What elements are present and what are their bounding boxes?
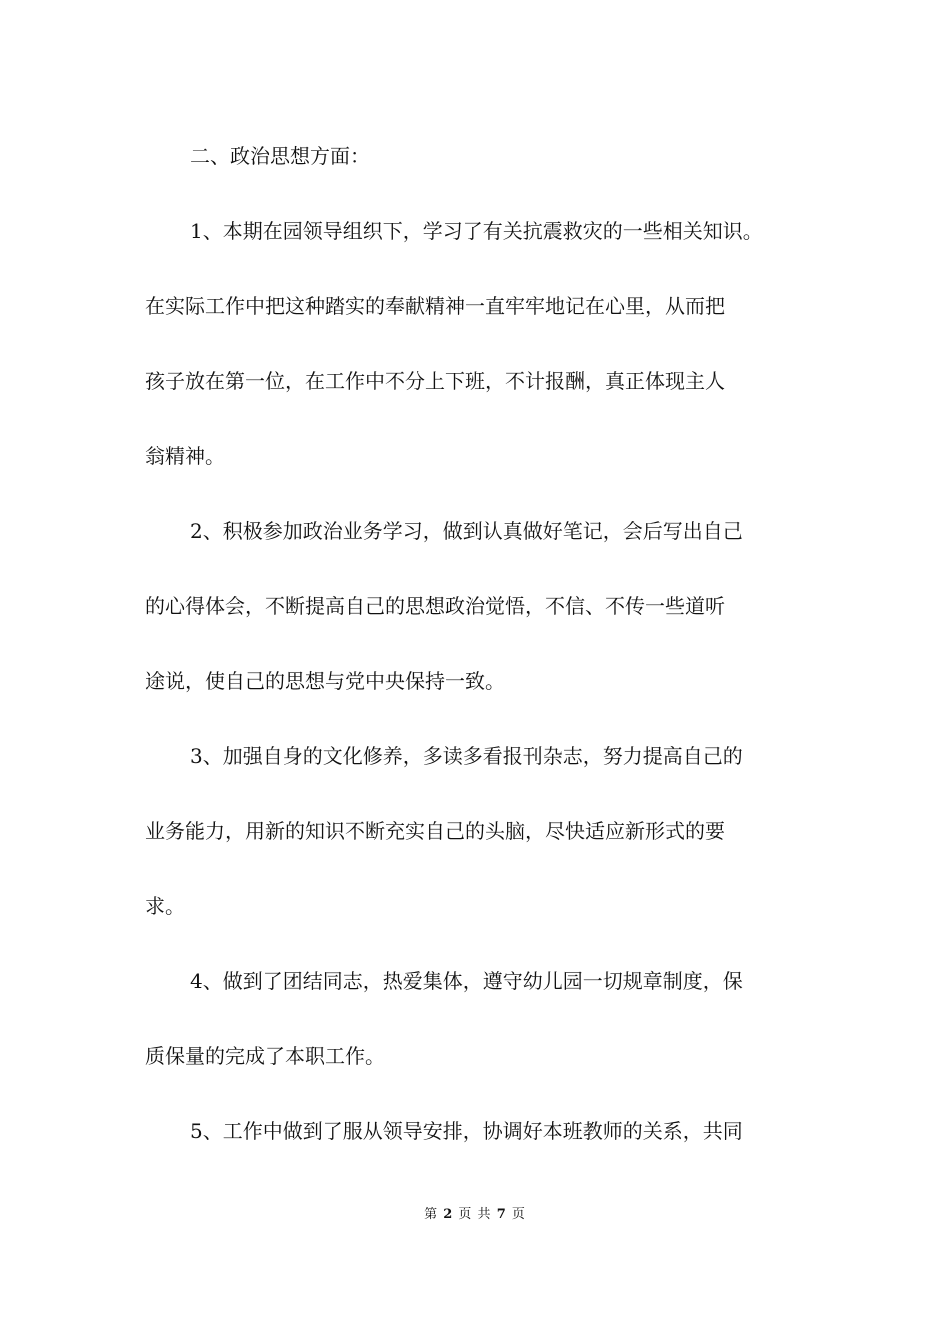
current-page-number: 2 [443, 1207, 454, 1222]
paragraph-line: 4、做到了团结同志，热爱集体，遵守幼儿园一切规章制度，保 [190, 969, 743, 993]
page-footer [0, 1206, 950, 1224]
paragraph-line: 在实际工作中把这种踏实的奉献精神一直牢牢地记在心里，从而把 [145, 294, 725, 318]
paragraph-line: 途说，使自己的思想与党中央保持一致。 [145, 669, 505, 693]
footer-prefix: 第 [424, 1207, 439, 1222]
paragraph-line: 3、加强自身的文化修养，多读多看报刊杂志，努力提高自己的 [190, 744, 743, 768]
paragraph-line: 翁精神。 [145, 444, 225, 468]
paragraph-line: 孩子放在第一位，在工作中不分上下班，不计报酬，真正体现主人 [145, 369, 725, 393]
paragraph-line: 求。 [145, 894, 185, 918]
paragraph-line: 质保量的完成了本职工作。 [145, 1044, 385, 1068]
footer-middle: 页 共 [458, 1207, 492, 1222]
paragraph-line: 的心得体会，不断提高自己的思想政治觉悟，不信、不传一些道听 [145, 594, 725, 618]
paragraph-line: 2、积极参加政治业务学习，做到认真做好笔记，会后写出自己 [190, 519, 743, 543]
footer-suffix: 页 [511, 1207, 526, 1222]
paragraph-line: 1、本期在园领导组织下，学习了有关抗震救灾的一些相关知识。 [190, 219, 763, 243]
total-pages-number: 7 [496, 1207, 507, 1222]
section-heading: 二、政治思想方面： [190, 144, 370, 168]
paragraph-line: 5、工作中做到了服从领导安排，协调好本班教师的关系，共同 [190, 1119, 743, 1143]
paragraph-line: 业务能力，用新的知识不断充实自己的头脑，尽快适应新形式的要 [145, 819, 725, 843]
